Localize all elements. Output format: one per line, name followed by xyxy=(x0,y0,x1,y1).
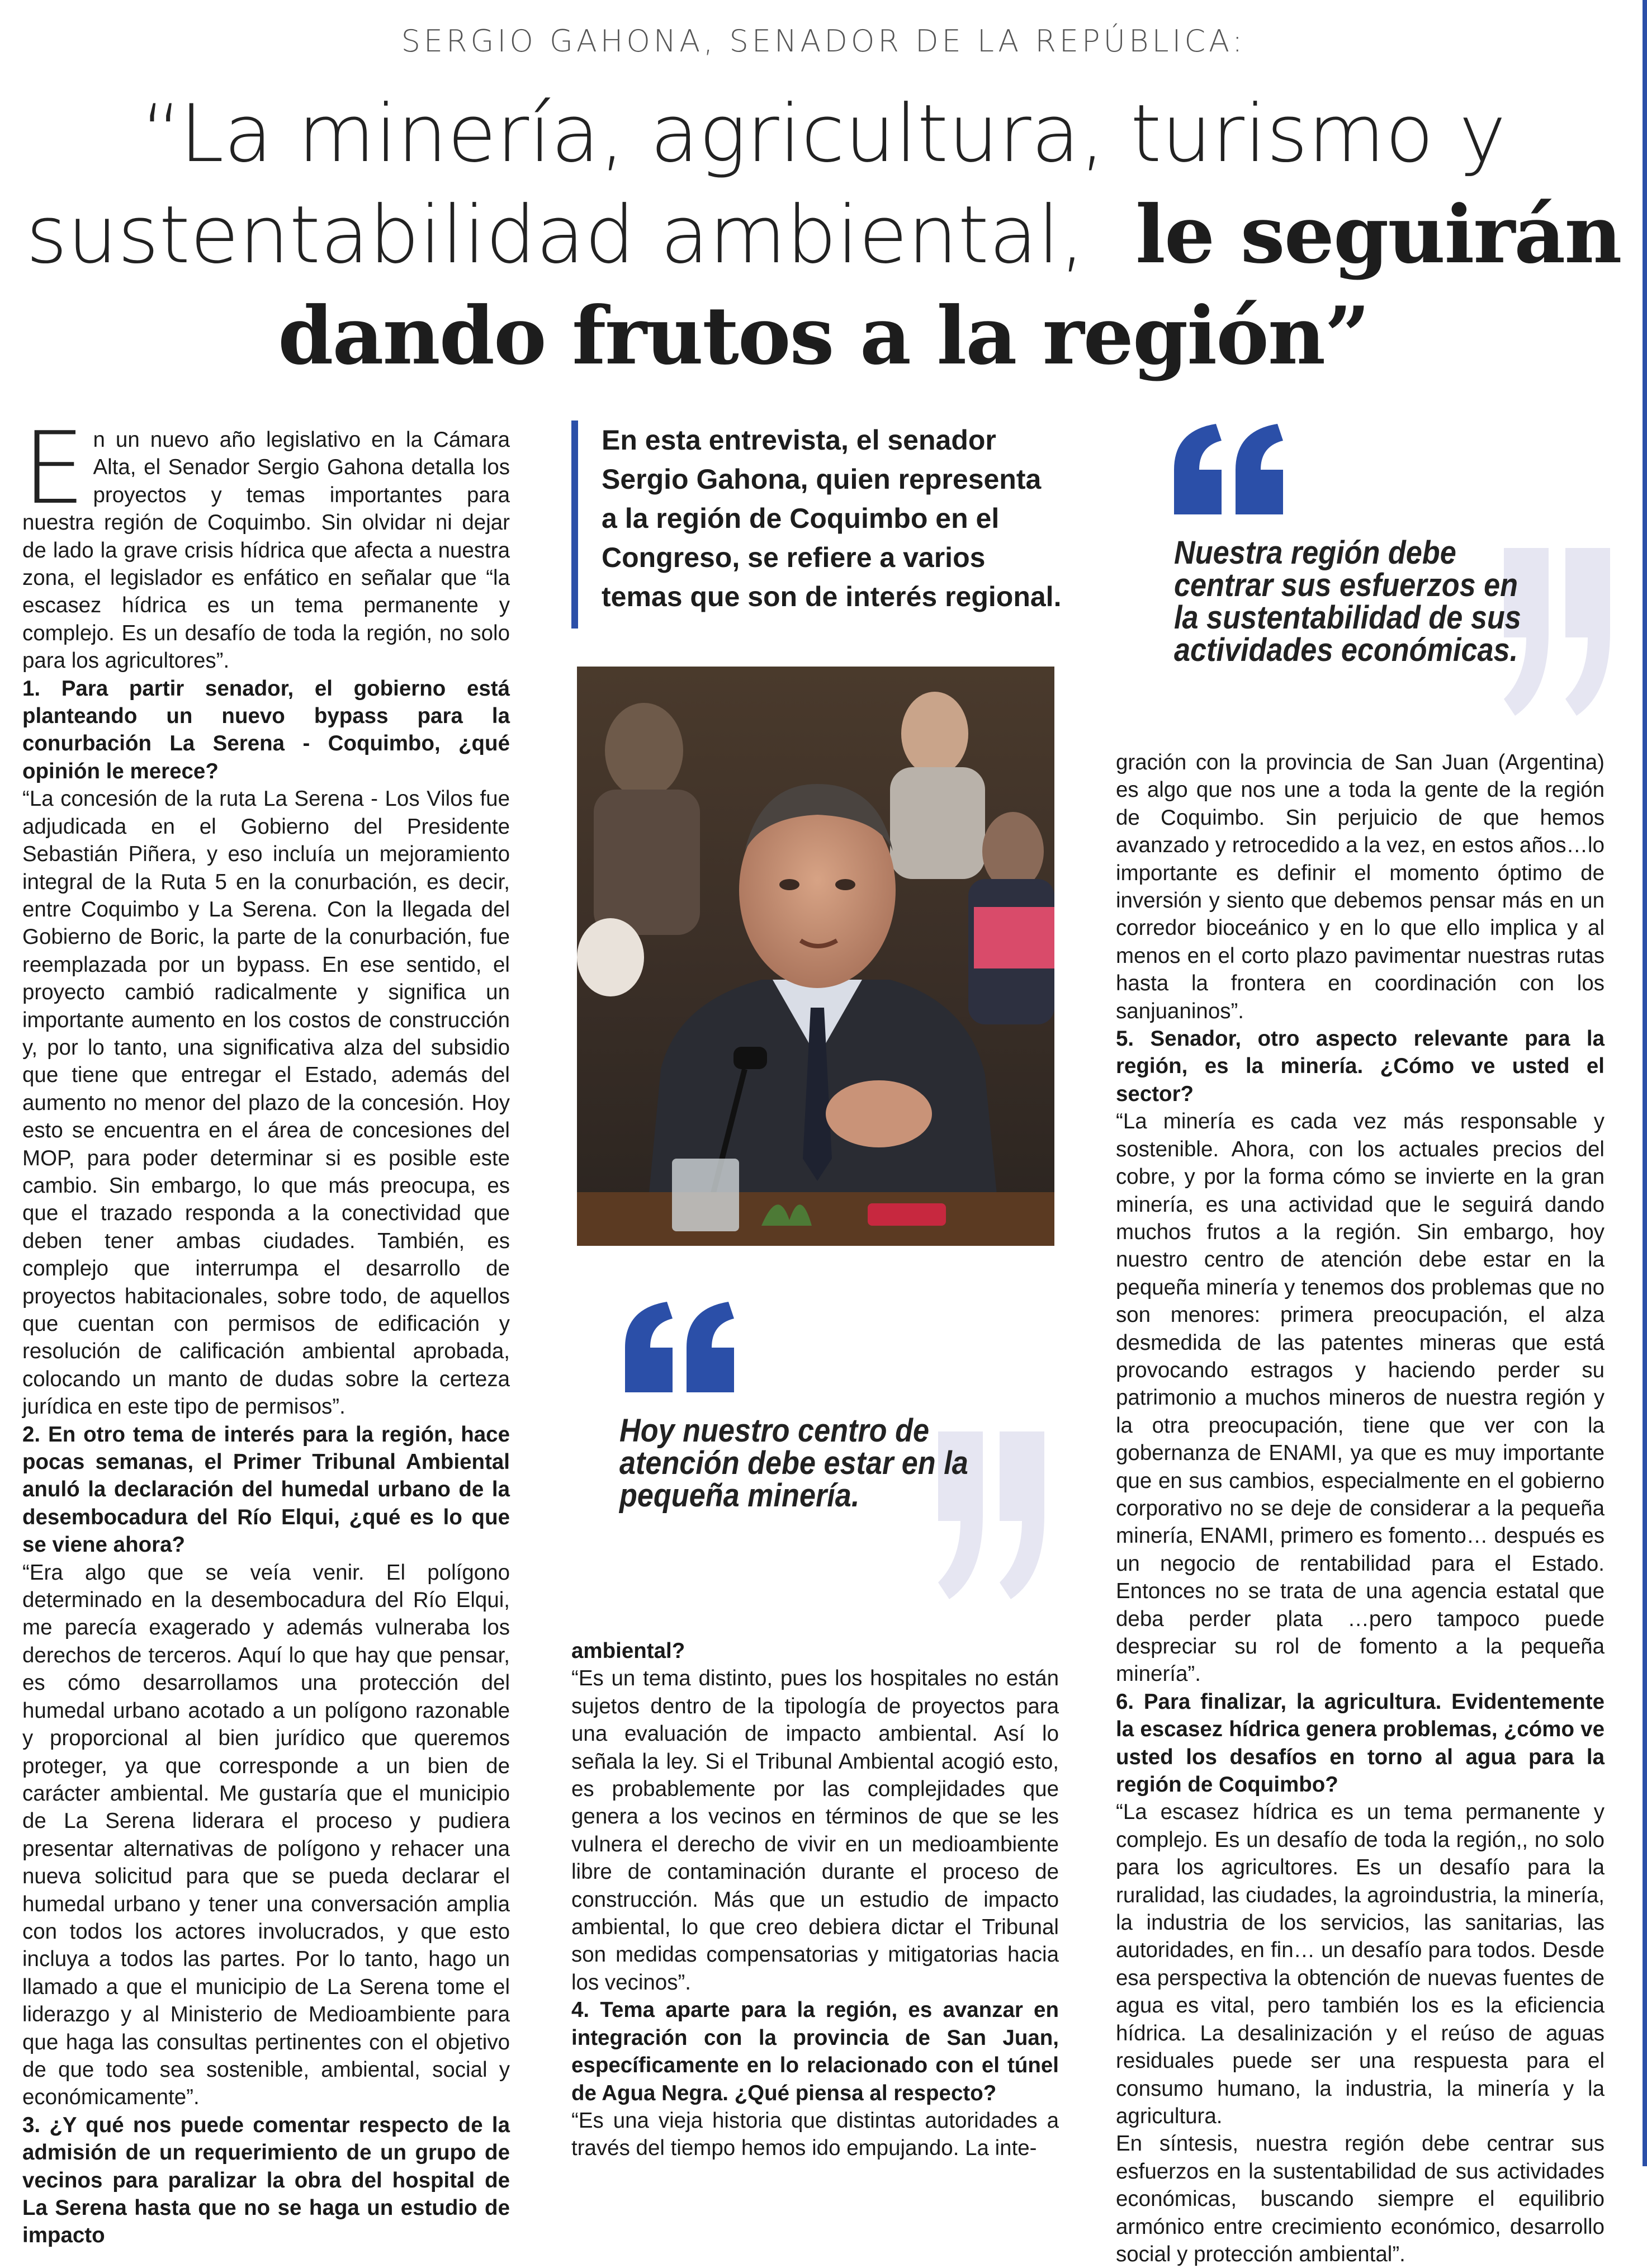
lead-intro-text: En esta entrevista, el senador Sergio Gahona, quien representa a la región de Coquimbo en el Congreso, se refiere a varios temas que son de interés regional. xyxy=(602,424,1062,612)
quote-mark-icon xyxy=(619,1297,742,1398)
article-column-3 xyxy=(1116,749,1605,2268)
article-column-1 xyxy=(22,410,510,2250)
pullquote-region-focus xyxy=(1168,419,1627,733)
interview-question: 1. Para partir senador, el gobierno está planteando un nuevo bypass para la conurbación La Serena - Coquimbo, ¿qué opinión le merece? xyxy=(22,676,510,783)
interview-question: ambiental? xyxy=(571,1639,685,1663)
headline-line2-bold: le seguirán xyxy=(1135,188,1621,281)
article-column-2 xyxy=(571,1637,1059,2162)
body-paragraph: En un nuevo año legislativo en la Cámara Alta, el Senador Sergio Gahona detalla los proyectos y temas importantes para nuestra región de Coquimbo. Sin olvidar ni dejar de lado la grave crisis hídrica que afecta a nuestra zona, el legislador es enfático en señalar que “la escasez hídrica es un tema permanente y complejo. Es un desafío de toda la región, no solo para los agricultores”. xyxy=(22,410,510,673)
body-paragraph: En síntesis, nuestra región debe centrar sus esfuerzos en la sustentabilidad de sus actividades económicas, buscando siempre el equilibrio armónico entre crecimiento económico, desarrollo social y protección ambiental”. xyxy=(1116,2132,1605,2266)
interview-question: 5. Senador, otro aspecto relevante para la región, es la minería. ¿Cómo ve usted el sector? xyxy=(1116,1027,1605,1106)
headline-line3-bold: dando frutos a la región” xyxy=(278,290,1369,382)
body-paragraph: gración con la provincia de San Juan (Argentina) es algo que nos une a toda la gente de la región de Coquimbo. Sin perjuicio de que hemos avanzado y retrocedido a la vez, en estos años…lo importante es definir el momento óptimo de inversión y siento que debemos pensar más en un corredor bioceánico y en lo que ello implica y al menos en el corto plazo pavimentar nuestras rutas hasta la frontera en coordinación con los sanjuaninos”. xyxy=(1116,750,1605,1023)
headline-line1: “La minería, agricultura, turismo y xyxy=(141,88,1506,180)
page-edge-accent-bar xyxy=(1643,0,1647,2166)
body-paragraph: “La minería es cada vez más responsable y sostenible. Ahora, con los actuales precios del cobre, y por la forma cómo se invierte en la gran minería, es una actividad que le seguirá dando muchos frutos a la región. Sin embargo, hoy nuestro centro de atención debe estar en la pequeña minería y tenemos dos problemas que no son menores: primera preocupación, el alza desmedida de las patentes mineras que está provocando estragos y haciendo perder su patrimonio a muchos mineros de nuestra región y la otra preocupación, tiene que ver con la gobernanza de ENAMI, ya que es muy importante que en sus cambios, especialmente en el gobierno corporativo no se deje de considerar a la pequeña minería, ENAMI, primero es fomento… después es un negocio de rentabilidad para el Estado. Entonces no se trata de una agencia estatal que deba perder plata …pero tampoco puede despreciar su rol de fomento a la pequeña minería”. xyxy=(1116,1109,1605,1686)
lead-intro-box xyxy=(571,420,1063,629)
body-paragraph: “La concesión de la ruta La Serena - Los Vilos fue adjudicada en el Gobierno del Presidente Sebastián Piñera, y eso incluía un mejoramiento integral de la Ruta 5 en la conurbación, es decir, entre Coquimbo y La Serena. Con la llegada del Gobierno de Boric, la parte de la conurbación, fue reemplazada por un bypass. En ese sentido, el proyecto cambió radicalmente y significa un importante aumento en los costos de construcción y, por lo tanto, una significativa alza del subsidio que tiene que entregar el Estado, además del aumento no menor del plazo de la concesión. Hoy esto se encuentra en el área de concesiones del MOP, para poder determinar si es posible este cambio. Sin embargo, lo que más preocupa, es que el trazado responda a la conectividad que deben tener ambas ciudades. También, es complejo que interrumpa el desarrollo de proyectos habitacionales, sobre todo, de aquellos que cuentan con permisos de edificación y resolución de calificación ambiental aprobada, colocando un manto de dudas sobre la certeza jurídica en este tipo de permisos”. xyxy=(22,787,510,1419)
photo-senator-speaking xyxy=(577,667,1054,1246)
body-paragraph: “Es una vieja historia que distintas autoridades a través del tiempo hemos ido empujando. La inte- xyxy=(571,2108,1059,2161)
interview-question: 3. ¿Y qué nos puede comentar respecto de la admisión de un requerimiento de un grupo de vecinos para paralizar la obra del hospital de La Serena hasta que no se haga un estudio de impacto xyxy=(22,2113,510,2248)
quote-mark-icon xyxy=(1168,419,1291,520)
body-paragraph: “Era algo que se veía venir. El polígono determinado en la desembocadura del Río Elqui, me parecía exagerado y además vulneraba los derechos de terceros. Aquí lo que hay que pensar, es cómo desarrollamos una protección del humedal urbano acotado a un polígono razonable y proporcional al bien jurídico que queremos proteger, ya que corresponde a un bien de carácter ambiental. Me gustaría que el municipio de La Serena liderara el proceso y pudiera presentar alternativas de polígono y rehacer una nueva solicitud para que se pueda declarar el humedal urbano y tener una conversación amplia con todos los actores involucrados, y que esto incluya a todos las partes. Por lo tanto, hago un llamado a que el municipio de La Serena tome el liderazgo y al Ministerio de Medioambiente para que haga las consultas pertinentes con el objetivo de que todo sea sostenible, ambiental, social y económicamente”. xyxy=(22,1560,510,2110)
pullquote-small-mining xyxy=(619,1297,1078,1610)
pullquote-text: Nuestra región debe centrar sus esfuerzos en la sustentabilidad de sus actividades económicas. xyxy=(1174,535,1521,668)
interview-question: 2. En otro tema de interés para la región, hace pocas semanas, el Primer Tribunal Ambiental anuló la declaración del humedal urbano de la desembocadura del Río Elqui, ¿qué es lo que se viene ahora? xyxy=(22,1422,510,1557)
headline-line2-light: sustentabilidad ambiental, xyxy=(26,189,1085,281)
interview-question: 4. Tema aparte para la región, es avanzar en integración con la provincia de San Juan, específicamente en lo relacionado con el túnel de Agua Negra. ¿Qué piensa al respecto? xyxy=(571,1998,1059,2105)
pullquote-text: Hoy nuestro centro de atención debe estar en la pequeña minería. xyxy=(619,1412,968,1514)
interview-question: 6. Para finalizar, la agricultura. Evidentemente la escasez hídrica genera problemas, ¿cómo ve usted los desafíos en torno al agua para la región de Coquimbo? xyxy=(1116,1689,1605,1797)
body-paragraph: “Es un tema distinto, pues los hospitales no están sujetos dentro de la tipología de proyectos para una evaluación de impacto ambiental. Así lo señala la ley. Si el Tribunal Ambiental acogió esto, es probablemente por las complejidades que genera a los vecinos en términos de que se les vulnera el derecho de vivir en un medioambiente libre de contaminación durante el proceso de construcción. Más que un estudio de impacto ambiental, lo que creo debiera dictar el Tribunal son medidas compensatorias y mitigatorias hacia los vecinos”. xyxy=(571,1666,1059,1995)
headline xyxy=(22,84,1625,387)
body-paragraph: “La escasez hídrica es un tema permanente y complejo. Es un desafío de toda la región,, no solo para los agricultores. Es un desafío para la ruralidad, las ciudades, la agroindustria, la minería, la industria de los servicios, las sanitarias, las autoridades, en fin… un desafío para todos. Desde esa perspectiva la obtención de nuevas fuentes de agua es vital, pero también los es la eficiencia hídrica. La desalinización y el reúso de aguas residuales puede ser una respuesta para el consumo humano, la industria, la minería y la agricultura. xyxy=(1116,1800,1605,2128)
kicker-senator-name: SERGIO GAHONA, SENADOR DE LA REPÚBLICA: xyxy=(401,23,1246,59)
